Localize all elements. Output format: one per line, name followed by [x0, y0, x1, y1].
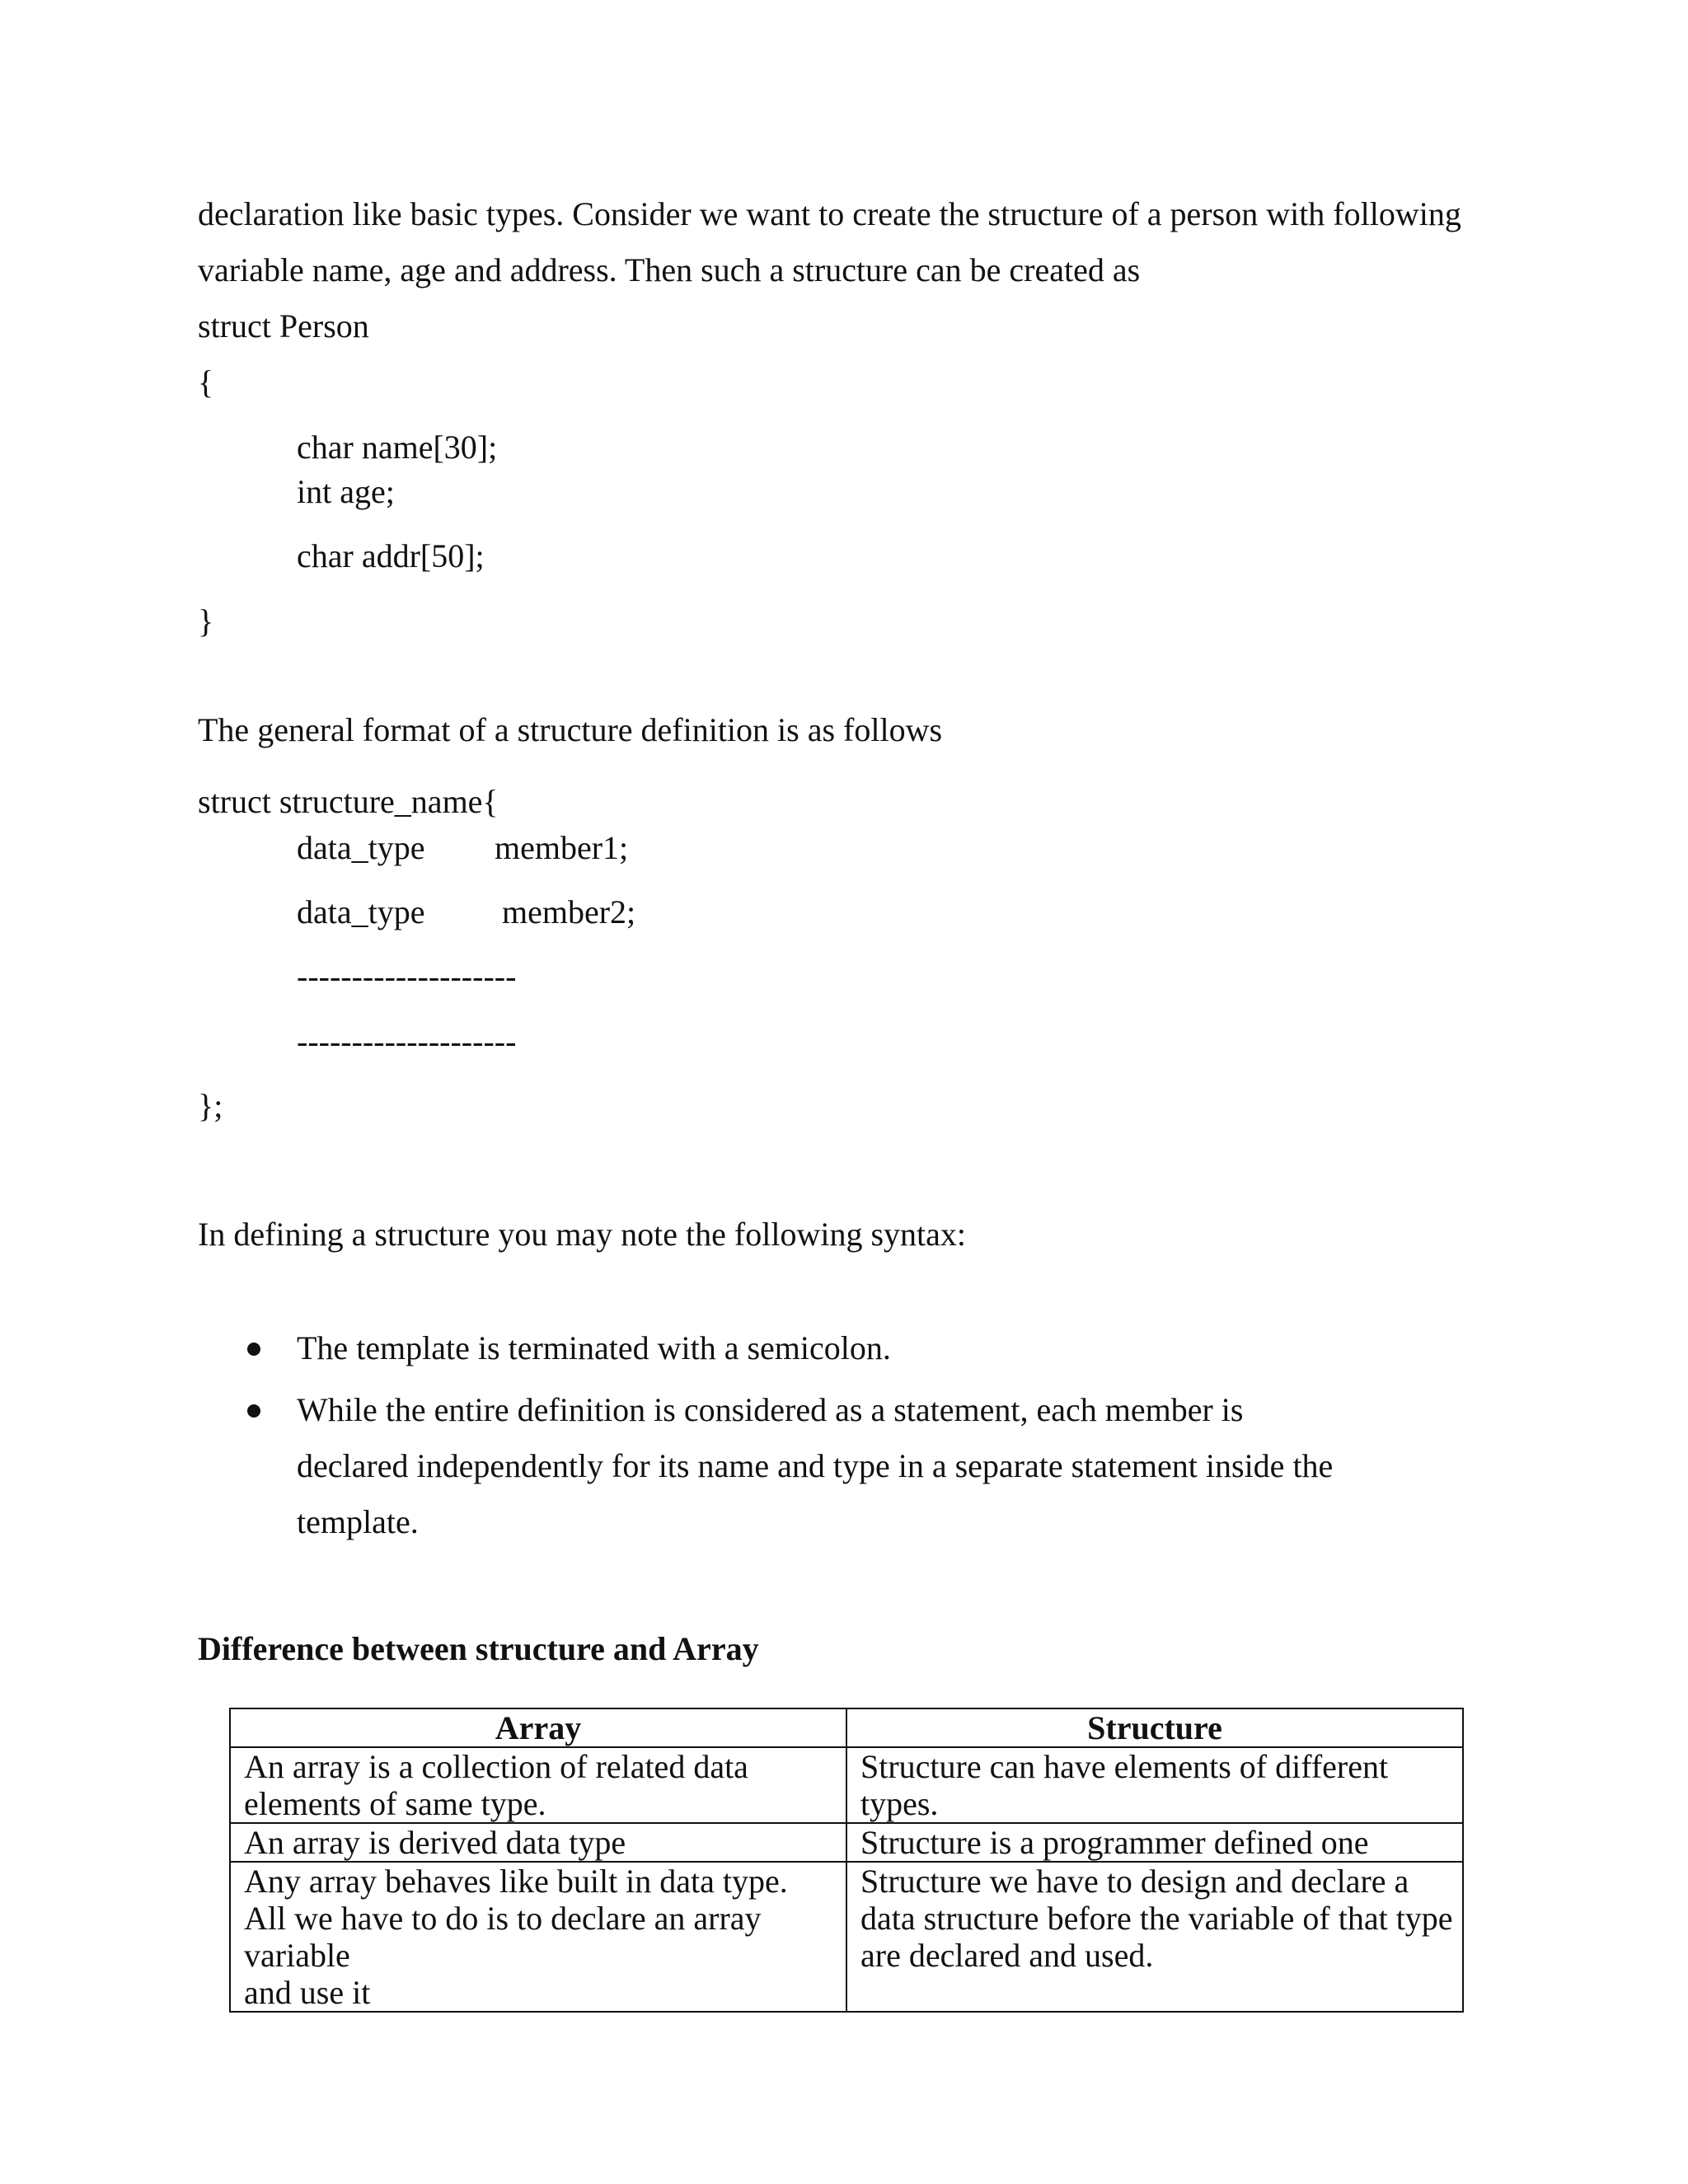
cell-line: Structure is a programmer defined one	[860, 1824, 1369, 1861]
syntax-bullet-2-line-2: declared independently for its name and type in a separate statement inside the	[297, 1447, 1334, 1484]
cell-line: data structure before the variable of that type	[860, 1900, 1453, 1937]
person-member-age: int age;	[297, 473, 395, 510]
cell-line: and use it	[244, 1974, 371, 2011]
comparison-table	[229, 1708, 1464, 2013]
format-row-1-type: data_type	[297, 829, 425, 866]
format-row-1-member: member1;	[495, 829, 629, 866]
format-row-2-member: member2;	[502, 893, 636, 930]
cell-line: variable	[244, 1937, 350, 1974]
cell-line: Structure can have elements of different	[860, 1748, 1389, 1785]
cell-line: are declared and used.	[860, 1937, 1154, 1974]
syntax-bullet-2-line-3: template.	[297, 1503, 419, 1540]
person-struct-header: struct Person	[198, 307, 369, 344]
array-cell	[230, 1862, 846, 2012]
format-close: };	[198, 1087, 223, 1124]
comparison-heading: Difference between structure and Array	[198, 1630, 759, 1667]
table-row	[230, 1862, 1463, 2012]
bullet-icon	[247, 1343, 260, 1356]
person-member-name: char name[30];	[297, 429, 498, 466]
array-cell	[230, 1747, 846, 1823]
cell-line: An array is derived data type	[244, 1824, 626, 1861]
header-array: Array	[230, 1708, 846, 1747]
general-format-header: struct structure_name{	[198, 783, 499, 820]
format-placeholder-1: --------------------	[297, 958, 517, 995]
structure-cell	[846, 1862, 1463, 2012]
structure-cell	[846, 1747, 1463, 1823]
person-member-addr: char addr[50];	[297, 537, 485, 574]
cell-line: elements of same type.	[244, 1785, 546, 1822]
cell-line: All we have to do is to declare an array	[244, 1900, 762, 1937]
cell-line: Structure we have to design and declare a	[860, 1863, 1409, 1900]
intro-line-2: variable name, age and address. Then such a structure can be created as	[198, 251, 1141, 288]
syntax-bullet-2-line-1: While the entire definition is considered as a statement, each member is	[297, 1391, 1244, 1428]
person-open-brace: {	[198, 363, 214, 401]
array-cell	[230, 1823, 846, 1862]
syntax-notes-intro: In defining a structure you may note the following syntax:	[198, 1216, 967, 1253]
structure-cell	[846, 1823, 1463, 1862]
table-row	[230, 1747, 1463, 1823]
header-structure: Structure	[846, 1708, 1463, 1747]
table-header-row	[230, 1708, 1463, 1747]
intro-line-1: declaration like basic types. Consider we want to create the structure of a person with following	[198, 195, 1461, 232]
cell-line: Any array behaves like built in data type.	[244, 1863, 788, 1900]
general-format-intro: The general format of a structure definition is as follows	[198, 711, 943, 748]
syntax-bullet-1: The template is terminated with a semicolon.	[297, 1329, 891, 1366]
format-placeholder-2: --------------------	[297, 1023, 517, 1060]
table-row	[230, 1823, 1463, 1862]
bullet-icon	[247, 1404, 260, 1418]
cell-line: types.	[860, 1785, 939, 1822]
person-close-brace: }	[198, 602, 214, 640]
cell-line: An array is a collection of related data	[244, 1748, 748, 1785]
format-row-2-type: data_type	[297, 893, 425, 930]
